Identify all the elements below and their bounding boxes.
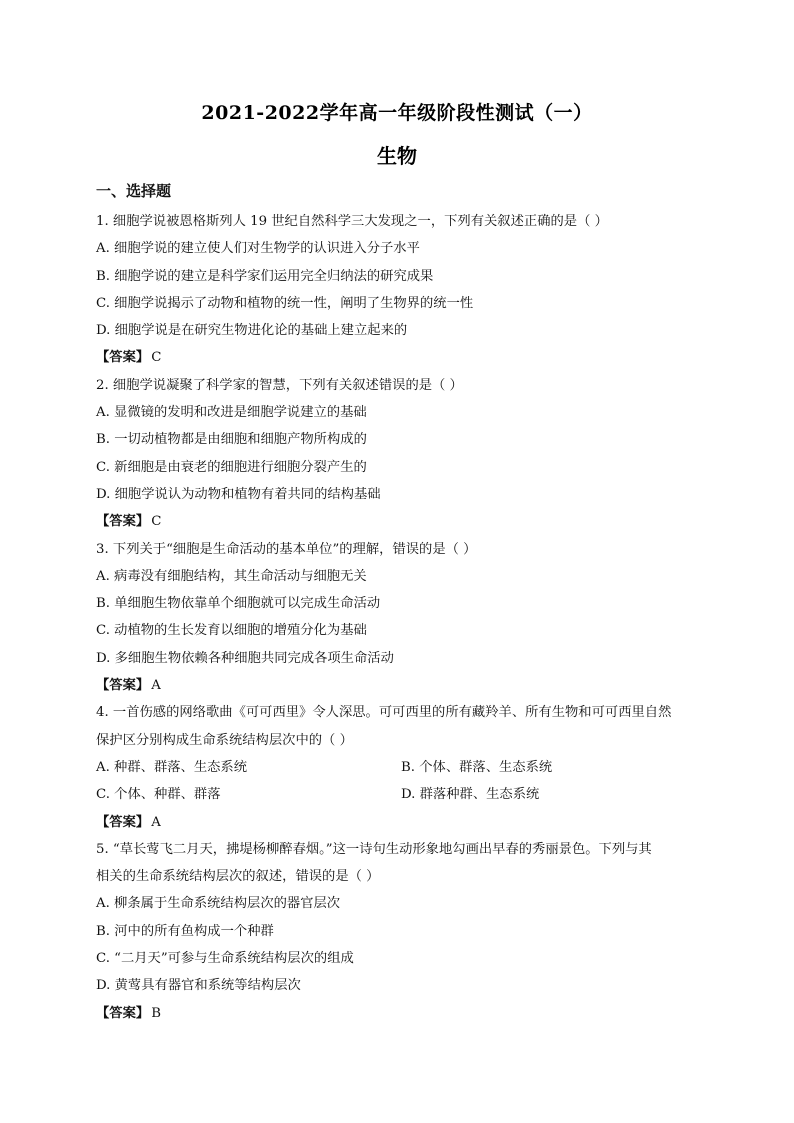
answer-value: A: [151, 678, 161, 694]
option-b: B. 一切动植物都是由细胞和细胞产物所构成的: [96, 432, 367, 448]
answer-tag: 【答案】: [96, 514, 150, 530]
question-stem: 5. “草长莺飞二月天，拂堤杨柳醉春烟。”这一诗句生动形象地勾画出早春的秀丽景色。下列与其: [96, 841, 652, 857]
question-stem: 2. 细胞学说凝聚了科学家的智慧，下列有关叙述错误的是（ ）: [96, 377, 463, 393]
answer-tag: 【答案】: [96, 1005, 150, 1021]
option-c: C. 细胞学说揭示了动物和植物的统一性，阐明了生物界的统一性: [96, 295, 474, 311]
answer-tag: 【答案】: [96, 350, 150, 366]
answer-line: [96, 508, 706, 535]
answer-value: C: [151, 514, 162, 530]
question-list: [96, 208, 706, 1027]
option-d: D. 群落种群、生态系统: [401, 787, 540, 803]
option-c: C. 新细胞是由衰老的细胞进行细胞分裂产生的: [96, 459, 367, 475]
option-a: A. 柳条属于生命系统结构层次的器官层次: [96, 896, 341, 912]
section-heading: 一、选择题: [96, 182, 172, 200]
option-c: C. 动植物的生长发育以细胞的增殖分化为基础: [96, 623, 367, 639]
answer-line: [96, 672, 706, 699]
question-3: [96, 536, 706, 700]
option-a: A. 病毒没有细胞结构，其生命活动与细胞无关: [96, 568, 367, 584]
question-1: [96, 208, 706, 372]
option-d: D. 细胞学说认为动物和植物有着共同的结构基础: [96, 486, 381, 502]
option-b: B. 单细胞生物依靠单个细胞就可以完成生命活动: [96, 596, 381, 612]
option-b: B. 个体、群落、生态系统: [401, 759, 553, 775]
question-stem: 3. 下列关于“细胞是生命活动的基本单位”的理解，错误的是（ ）: [96, 541, 477, 557]
answer-tag: 【答案】: [96, 678, 150, 694]
answer-value: B: [151, 1005, 161, 1021]
question-2: [96, 372, 706, 536]
question-4: [96, 699, 706, 835]
question-5: [96, 836, 706, 1027]
answer-line: [96, 1000, 706, 1027]
option-c: C. 个体、种群、群落: [96, 787, 221, 803]
option-d: D. 细胞学说是在研究生物进化论的基础上建立起来的: [96, 323, 408, 339]
document-title: 2021-2022学年高一年级阶段性测试（一）: [201, 102, 593, 124]
option-d: D. 多细胞生物依赖各种细胞共同完成各项生命活动: [96, 650, 394, 666]
answer-tag: 【答案】: [96, 814, 150, 830]
option-a: A. 种群、群落、生态系统: [96, 759, 248, 775]
option-a: A. 显微镜的发明和改进是细胞学说建立的基础: [96, 405, 367, 421]
subject-title: 生物: [377, 144, 417, 168]
option-c: C. “二月天”可参与生命系统结构层次的组成: [96, 951, 354, 967]
answer-value: C: [151, 350, 162, 366]
question-stem: 1. 细胞学说被恩格斯列人 19 世纪自然科学三大发现之一，下列有关叙述正确的是（ ）: [96, 214, 608, 229]
option-a: A. 细胞学说的建立使人们对生物学的认识进入分子水平: [96, 241, 420, 257]
option-b: B. 河中的所有鱼构成一个种群: [96, 923, 274, 939]
question-stem-continued: 相关的生命系统结构层次的叙述，错误的是（ ）: [96, 869, 380, 885]
option-d: D. 黄莺具有器官和系统等结构层次: [96, 978, 301, 994]
option-row: [96, 754, 706, 781]
question-stem-continued: 保护区分别构成生命系统结构层次中的（ ）: [96, 732, 353, 748]
answer-line: [96, 809, 706, 836]
answer-line: [96, 344, 706, 371]
question-stem: 4. 一首伤感的网络歌曲《可可西里》令人深思。可可西里的所有藏羚羊、所有生物和可可西里自然: [96, 705, 672, 721]
option-b: B. 细胞学说的建立是科学家们运用完全归纳法的研究成果: [96, 268, 434, 284]
answer-value: A: [151, 814, 161, 830]
option-row: [96, 781, 706, 808]
